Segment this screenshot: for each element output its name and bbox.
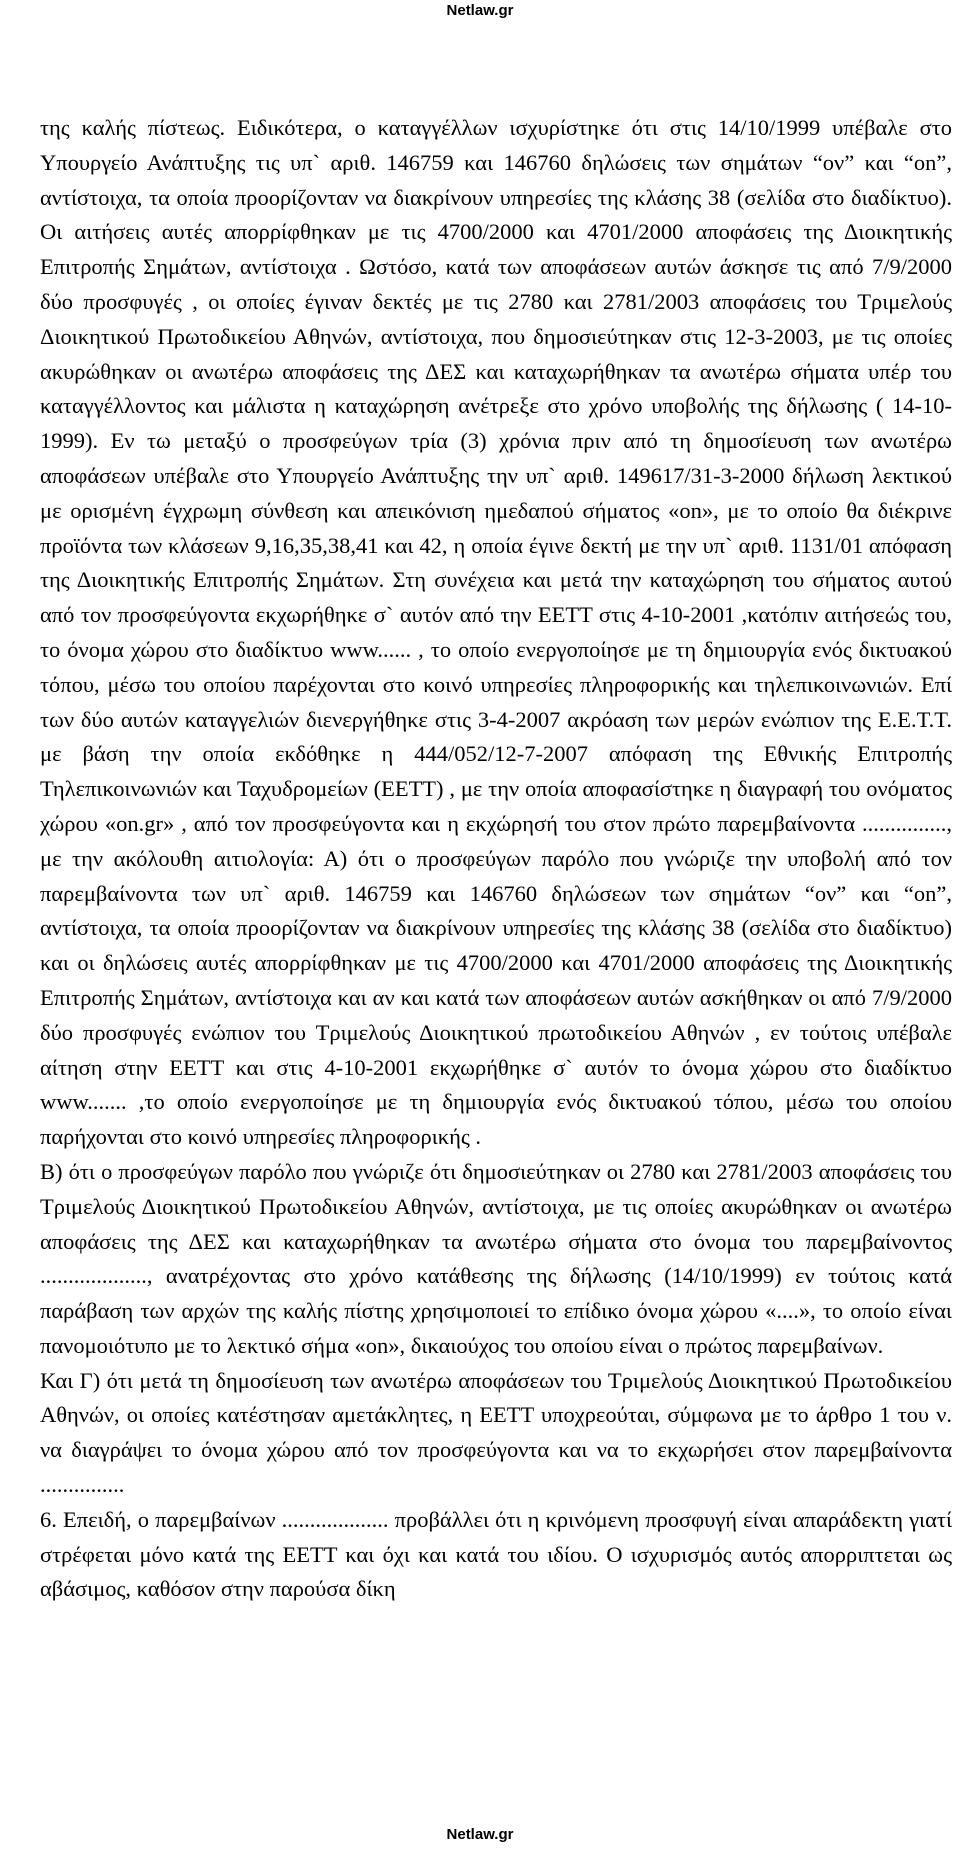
paragraph-section-6: 6. Επειδή, ο παρεμβαίνων ................... προβάλλει ότι η κρινόμενη προσφυγή είναι απαράδεκτη γιατί στρέφεται μόνο κατά της ΕΕΤΤ και όχι και κατά του ιδίου. Ο ισχυρισμός αυτός απορριπτεται ως αβάσιμος, καθόσον στην παρούσα δίκη (40, 1506, 952, 1602)
page-footer: Netlaw.gr (446, 1826, 514, 1843)
paragraph-c: Και Γ) ότι μετά τη δημοσίευση των ανωτέρω αποφάσεων του Τριμελούς Διοικητικού Πρωτοδικείου Αθηνών, οι οποίες κατέστησαν αμετάκλητες, η ΕΕΤΤ υποχρεούται, σύμφωνα με το άρθρο 1 του ν. να διαγράψει το όνομα χώρου από τον προσφεύγοντα και να το εκχωρήσει στον παρεμβαίνοντα ............... (40, 1367, 952, 1498)
document-body (40, 111, 952, 1607)
paragraph-main: της καλής πίστεως. Ειδικότερα, ο καταγγέλλων ισχυρίστηκε ότι στις 14/10/1999 υπέβαλε στο Υπουργείο Ανάπτυξης τις υπ` αριθ. 146759 και 146760 δηλώσεις των σημάτων “ον” και “on”, αντίστοιχα, τα οποία προορίζονταν να διακρίνουν υπηρεσίες της κλάσης 38 (σελίδα στο διαδίκτυο). Οι αιτήσεις αυτές απορρίφθηκαν με τις 4700/2000 και 4701/2000 αποφάσεις της Διοικητικής Επιτροπής Σημάτων, αντίστοιχα . Ωστόσο, κατά των αποφάσεων αυτών άσκησε τις από 7/9/2000 δύο προσφυγές , οι οποίες έγιναν δεκτές με τις 2780 και 2781/2003 αποφάσεις του Τριμελούς Διοικητικού Πρωτοδικείου Αθηνών, αντίστοιχα, που δημοσιεύτηκαν στις 12-3-2003, με τις οποίες ακυρώθηκαν οι ανωτέρω αποφάσεις της ΔΕΣ και καταχωρήθηκαν τα ανωτέρω σήματα υπέρ του καταγγέλλοντος και μάλιστα η καταχώρηση ανέτρεξε στο χρόνο υποβολής της δήλωσης ( 14-10-1999). Εν τω μεταξύ ο προσφεύγων τρία (3) χρόνια πριν από τη δημοσίευση των ανωτέρω αποφάσεων υπέβαλε στο Υπουργείο Ανάπτυξης την υπ` αριθ. 149617/31-3-2000 δήλωση λεκτικού με ορισμένη έγχρωμη σύνθεση και απεικόνιση ημεδαπού σήματος «on», με το οποίο θα διέκρινε προϊόντα των κλάσεων 9,16,35,38,41 και 42, η οποία έγινε δεκτή με την υπ` αριθ. 1131/01 απόφαση της Διοικητικής Επιτροπής Σημάτων. Στη συνέχεια και μετά την καταχώρηση του σήματος αυτού από τον προσφεύγοντα εκχωρήθηκε σ` αυτόν από την ΕΕΤΤ στις 4-10-2001 ,κατόπιν αιτήσεώς του, το όνομα χώρου στο διαδίκτυο www...... , το οποίο ενεργοποίησε με τη δημιουργία ενός δικτυακού τόπου, μέσω του οποίου παρέχονται στο κοινό υπηρεσίες πληροφορικής και τηλεπικοινωνιών. Επί των δύο αυτών καταγγελιών διενεργήθηκε στις 3-4-2007 ακρόαση των μερών ενώπιον της Ε.Ε.Τ.Τ. με βάση την οποία εκδόθηκε η 444/052/12-7-2007 απόφαση της Εθνικής Επιτροπής Τηλεπικοινωνιών και Ταχυδρομείων (ΕΕΤΤ) , με την οποία αποφασίστηκε η διαγραφή του ονόματος χώρου «on.gr» , από τον προσφεύγοντα και η εκχώρησή του στον πρώτο παρεμβαίνοντα ..............., με την ακόλουθη αιτιολογία: Α) ότι ο προσφεύγων παρόλο που γνώριζε την υποβολή από τον παρεμβαίνοντα των υπ` αριθ. 146759 και 146760 δηλώσεων των σημάτων “ον” και “on”, αντίστοιχα, τα οποία προορίζονταν να διακρίνουν υπηρεσίες της κλάσης 38 (σελίδα στο διαδίκτυο) και οι δηλώσεις αυτές απορρίφθηκαν με τις 4700/2000 και 4701/2000 αποφάσεις της Διοικητικής Επιτροπής Σημάτων, αντίστοιχα και αν και κατά των αποφάσεων αυτών ασκήθηκαν οι από 7/9/2000 δύο προσφυγές ενώπιον του Τριμελούς Διοικητικού πρωτοδικείου Αθηνών , εν τούτοις υπέβαλε αίτηση στην ΕΕΤΤ και στις 4-10-2001 εκχωρήθηκε σ` αυτόν το όνομα χώρου στο διαδίκτυο www....... ,το οποίο ενεργοποίησε με τη δημιουργία ενός δικτυακού τόπου, μέσω του οποίου παρήχονται στο κοινό υπηρεσίες πληροφορικής . (40, 115, 952, 1150)
page-header: Netlaw.gr (446, 2, 514, 19)
paragraph-b: Β) ότι ο προσφεύγων παρόλο που γνώριζε ότι δημοσιεύτηκαν οι 2780 και 2781/2003 αποφάσεις του Τριμελούς Διοικητικού Πρωτοδικείου Αθηνών, αντίστοιχα, με τις οποίες ακυρώθηκαν οι ανωτέρω αποφάσεις της ΔΕΣ και καταχωρήθηκαν τα ανωτέρω σήματα στο όνομα του παρεμβαίνοντος ..................., ανατρέχοντας στο χρόνο κατάθεσης της δήλωσης (14/10/1999) εν τούτοις κατά παράβαση των αρχών της καλής πίστης χρησιμοποιεί το επίδικο όνομα χώρου «....», το οποίο είναι πανομοιότυπο με το λεκτικό σήμα «on», δικαιούχος του οποίου είναι ο πρώτος παρεμβαίνων. (40, 1158, 952, 1358)
